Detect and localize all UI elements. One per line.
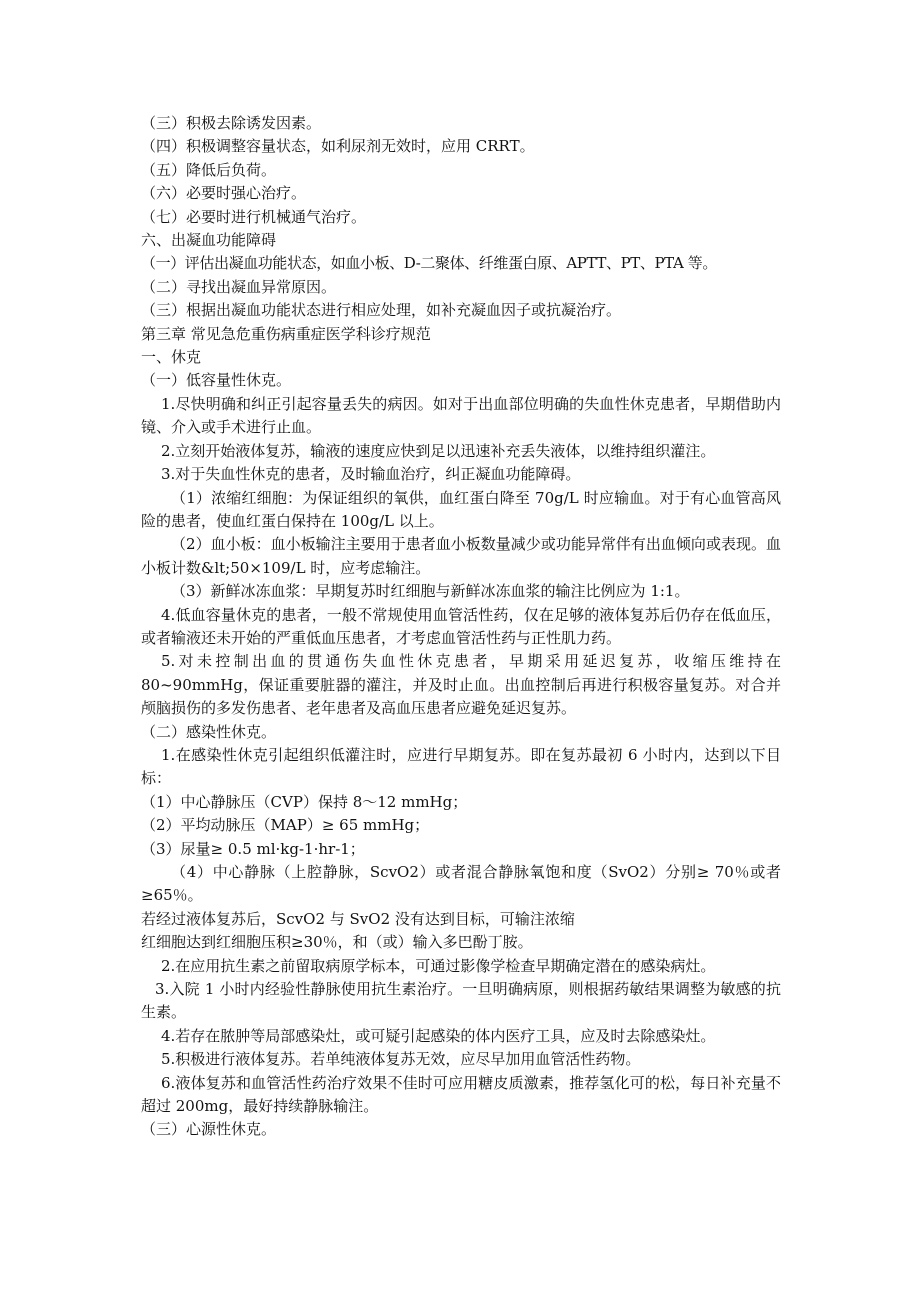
paragraph: 4.低血容量休克的患者，一般不常规使用血管活性药，仅在足够的液体复苏后仍存在低血压，或者输液还未开始的严重低血压患者，才考虑血管活性药与正性肌力药。 [141,605,781,647]
paragraph: 1.在感染性休克引起组织低灌注时，应进行早期复苏。即在复苏最初 6 小时内，达到以下目标： [141,745,781,788]
paragraph: 2.立刻开始液体复苏，输液的速度应快到足以迅速补充丢失液体，以维持组织灌注。 [161,441,716,460]
subsection-heading: （三）心源性休克。 [141,1120,277,1139]
paragraph: （3）新鲜冰冻血浆：早期复苏时红细胞与新鲜冰冻血浆的输注比例应为 1:1。 [171,582,690,601]
list-item: （一）评估出凝血功能状态，如血小板、D-二聚体、纤维蛋白原、APTT、PT、PTA 等。 [141,254,717,273]
paragraph: 红细胞达到红细胞压积≥30％，和（或）输入多巴酚丁胺。 [141,933,533,952]
section-heading: 六、出凝血功能障碍 [141,231,277,250]
list-item: （五）降低后负荷。 [141,160,277,179]
subsection-heading: （二）感染性休克。 [141,722,277,741]
paragraph: 5.对未控制出血的贯通伤失血性休克患者，早期采用延迟复苏，收缩压维持在 80~90mmHg，保证重要脏器的灌注，并及时止血。出血控制后再进行积极容量复苏。对合并颅脑损伤的多发伤患者、老年患者及高血压患者应避免延迟复苏。 [141,652,781,718]
chapter-heading: 第三章 常见急危重伤病重症医学科诊疗规范 [141,324,431,343]
paragraph: （1）浓缩红细胞：为保证组织的氧供，血红蛋白降至 70g/L 时应输血。对于有心血管高风险的患者，使血红蛋白保持在 100g/L 以上。 [141,488,781,530]
list-item: （2）平均动脉压（MAP）≥ 65 mmHg； [141,816,430,835]
paragraph: 6.液体复苏和血管活性药治疗效果不佳时可应用糖皮质激素，推荐氢化可的松，每日补充量不超过 200mg，最好持续静脉输注。 [141,1073,781,1116]
paragraph: 4.若存在脓肿等局部感染灶，或可疑引起感染的体内医疗工具，应及时去除感染灶。 [161,1026,716,1045]
list-item: （三）根据出凝血功能状态进行相应处理，如补充凝血因子或抗凝治疗。 [141,301,622,320]
paragraph: 1.尽快明确和纠正引起容量丢失的病因。如对于出血部位明确的失血性休克患者，早期借助内镜、介入或手术进行止血。 [141,394,781,437]
paragraph: （2）血小板：血小板输注主要用于患者血小板数量减少或功能异常伴有出血倾向或表现。血小板计数&lt;50×109/L 时，应考虑输注。 [141,535,781,577]
paragraph: 3.对于失血性休克的患者，及时输血治疗，纠正凝血功能障碍。 [161,465,581,484]
list-item: （四）积极调整容量状态，如利尿剂无效时，应用 CRRT。 [141,137,535,156]
list-item: （3）尿量≥ 0.5 ml·kg-1·hr-1； [141,839,365,858]
list-item: （1）中心静脉压（CVP）保持 8～12 mmHg； [141,792,468,811]
paragraph: 3.入院 1 小时内经验性静脉使用抗生素治疗。一旦明确病原，则根据药敏结果调整为敏感的抗生素。 [141,980,781,1022]
list-item: （二）寻找出凝血异常原因。 [141,277,337,296]
paragraph: 5.积极进行液体复苏。若单纯液体复苏无效，应尽早加用血管活性药物。 [161,1050,641,1069]
document-body [141,112,781,1142]
list-item: （七）必要时进行机械通气治疗。 [141,207,367,226]
paragraph: （4）中心静脉（上腔静脉，ScvO2）或者混合静脉氧饱和度（SvO2）分别≥ 70％或者≥65％。 [141,863,781,905]
list-item: （三）积极去除诱发因素。 [141,114,322,132]
subsection-heading: （一）低容量性休克。 [141,371,292,390]
paragraph: 若经过液体复苏后，ScvO2 与 SvO2 没有达到目标，可输注浓缩 [141,909,575,928]
list-item: （六）必要时强心治疗。 [141,184,307,203]
paragraph: 2.在应用抗生素之前留取病原学标本，可通过影像学检查早期确定潜在的感染病灶。 [161,956,716,975]
section-heading: 一、休克 [141,348,202,367]
